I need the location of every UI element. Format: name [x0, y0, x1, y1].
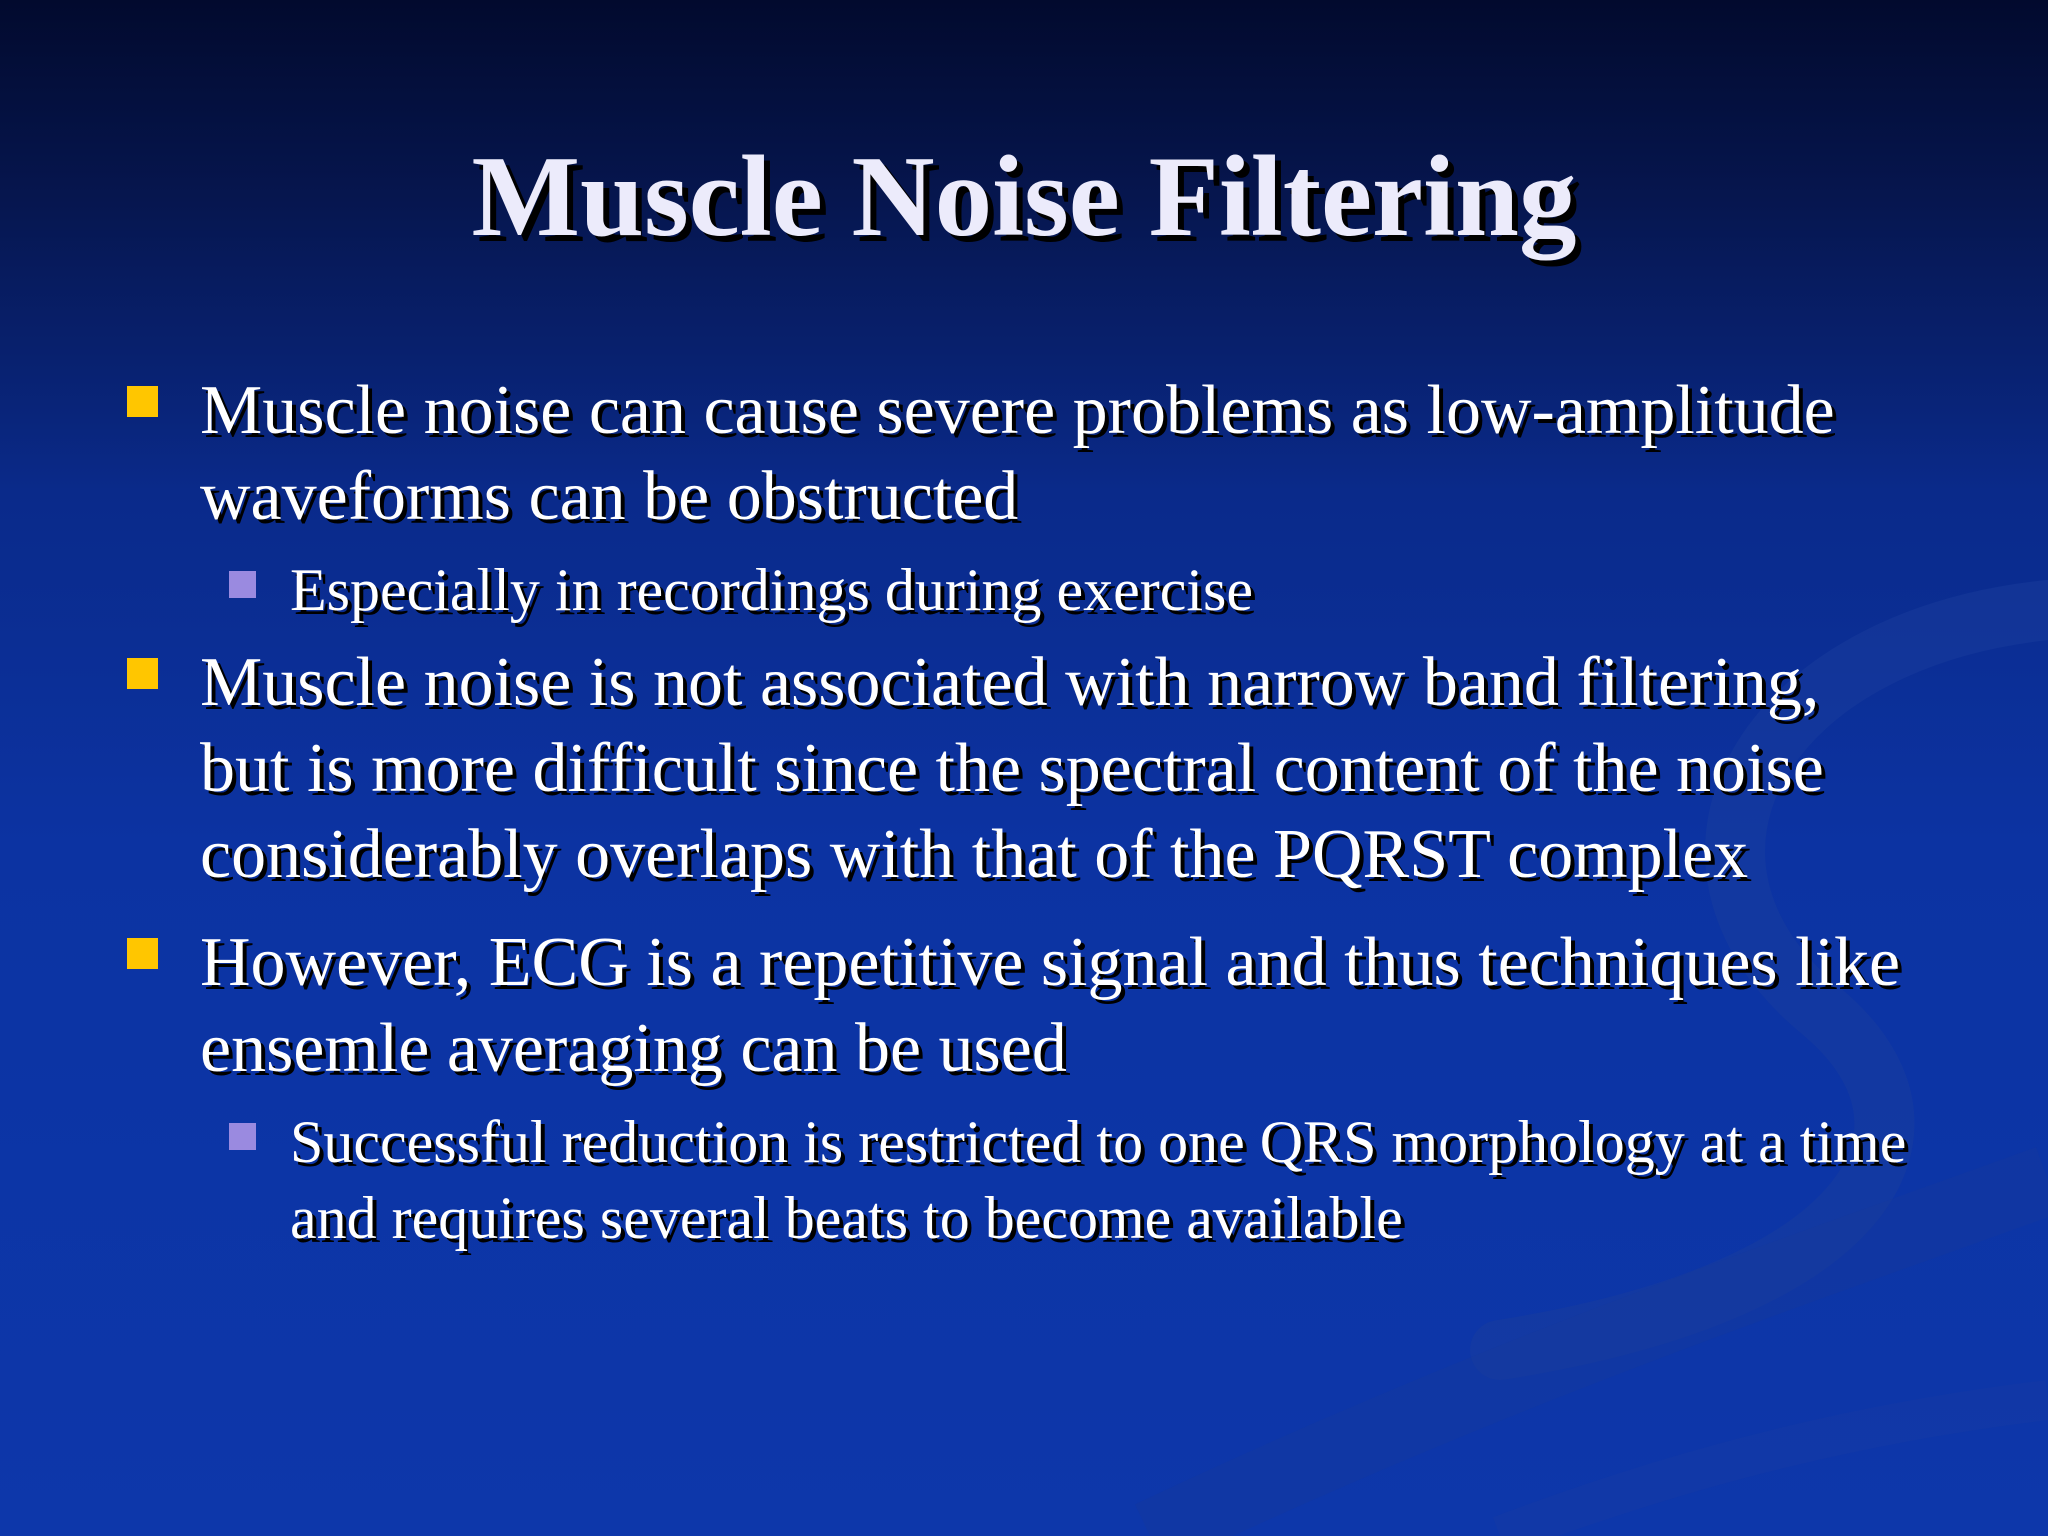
bullet-text: However, ECG is a repetitive signal and thus techniques like ensemle averaging can be used	[200, 924, 1901, 1087]
sub-bullet-item	[0, 1104, 1910, 1256]
bullet-list	[0, 368, 2048, 1256]
square-bullet-icon	[127, 386, 158, 417]
bullet-item	[0, 368, 1920, 540]
bullet-item	[0, 640, 1920, 898]
sub-bullet-text: Especially in recordings during exercise	[290, 557, 1253, 623]
square-bullet-icon	[127, 938, 158, 969]
square-sub-bullet-icon	[229, 571, 256, 598]
square-bullet-icon	[127, 658, 158, 689]
sub-bullet-text: Successful reduction is restricted to one QRS morphology at a time and requires several beats to become available	[290, 1109, 1907, 1251]
sub-bullet-item	[0, 552, 1910, 628]
bullet-item	[0, 920, 1920, 1092]
square-sub-bullet-icon	[229, 1123, 256, 1150]
bullet-text: Muscle noise is not associated with narrow band filtering, but is more difficult since the spectral content of the noise considerably overlaps with that of the PQRST complex	[200, 644, 1824, 893]
bullet-text: Muscle noise can cause severe problems as low-amplitude waveforms can be obstructed	[200, 372, 1835, 535]
slide-title: Muscle Noise Filtering	[471, 133, 1577, 260]
